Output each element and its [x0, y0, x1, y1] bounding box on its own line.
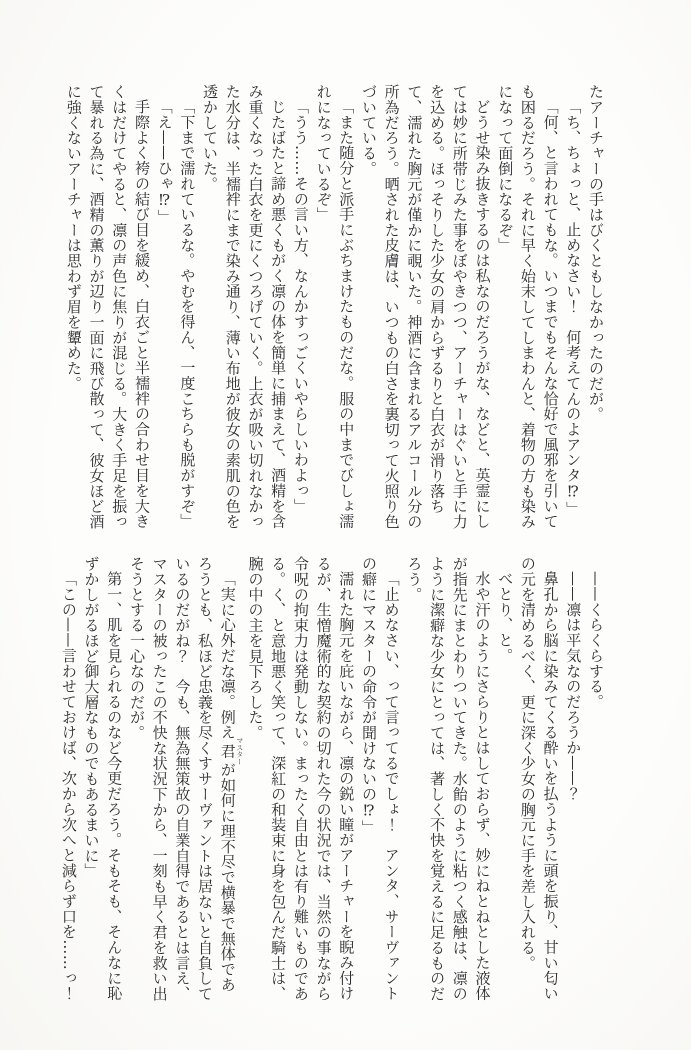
paragraph: 「うう……その言い方、なんかすっごくいやらしいわよっ」: [291, 99, 310, 514]
text-block-top: [62, 84, 607, 531]
paragraph: べとり、と。: [496, 571, 515, 664]
paragraph: 鼻孔から脳に染みてくる酔いを払うように頭を振り、甘い匂いの元を清めるべく、更に深く少女の胸元に手を差し入れる。: [518, 556, 560, 1002]
text-block-bottom: [57, 556, 607, 1003]
paragraph: どうせ染み抜きするのは私なのだろうがな、などと、英霊にしては妙に所帯じみた事をぼやきつつ、アーチャーはぐいと手に力を込める。ほっそりした少女の肩からずるりと白衣が滑り落ちて、濡れた胸元が僅かに覗いた。神酒に含まれるアルコール分の所為だろう。晒された皮膚は、いつもの白さを裏切って火照り色づいている。: [359, 84, 492, 530]
paragraph: 第一、肌を見られるのなど今更だろう。そもそも、そんなに恥ずかしがるほど御大層なものでもあるまいに」: [82, 556, 124, 1002]
paragraph: 「また随分と派手にぶちまけたものだな。服の中までびしょ濡れになっているぞ」: [314, 84, 356, 530]
paragraph: 「下まで濡れているな。やむを得ん、一度こちらも脱がすぞ」: [178, 99, 197, 530]
paragraph: 「この——言わせておけば、次から次へと減らず口を……っ！: [59, 571, 78, 1002]
ruby-furigana: 君 マスター: [218, 737, 244, 766]
paragraph: たアーチャーの手はびくともしなかったのだが。: [587, 84, 605, 422]
paragraph: 水や汗のようにさらりとはしておらず、妙にねとねとした液体が指先にまとわりついてきた。水飴のように粘つく感触は、凛のように潔癖な少女にとっては、著しく不快を覚えるに足るものだろう。: [405, 556, 492, 1002]
paragraph: ——凛は平気なのだろうか——？: [564, 571, 583, 802]
paragraph: 手際よく袴の結び目を緩め、白衣ごと半襦袢の合わせ目を大きくはだけてやると、凛の声色に焦りが混じる。大きく手足を振って暴れる為に、酒精の薫りが辺り一面に飛び散って、彼女ほど酒に強くないアーチャーは思わず眉を顰めた。: [64, 84, 151, 530]
paragraph: 「え——ひゃ⁉」: [155, 99, 174, 226]
paragraph: 濡れた胸元を庇いながら、凛の鋭い瞳がアーチャーを睨み付けるが、生憎魔術的な契約の切れた今の状況では、当然の事ながら令呪の拘束力は発動しない。まったく自由とは有り難いものである。く、と意地悪く笑って、深紅の和装束に身を包んだ騎士は、腕の中の主を見下ろした。: [246, 556, 356, 1002]
paragraph: 「何、と言われてもな。いつまでもそんな恰好で風邪を引いても困るだろう。それに早く始末してしまわんと、着物の方も染みになって面倒になるぞ」: [496, 84, 560, 530]
paragraph: 「ち、ちょっと、止めなさい！ 何考えてんのよアンタ⁉」: [564, 99, 583, 517]
paragraph: 「実に心外だな凛。例え君 マスターが如何に理不尽で横暴で無体であろうとも、私ほど忠義を尽くすサーヴァントは居ないと自負しているのだがね？ 今も、無為無策故の自業自得であるとは言え、マスターの被ったこの不快な状況下から、一刻も早く君を救い出そうとする一心なのだが。: [127, 556, 244, 1002]
paragraph: ——くらくらする。: [587, 571, 605, 710]
paragraph: じたばたと諦め悪くもがく凛の体を簡単に捕まえて、酒精を含み重くなった白衣を更にくつろげていく。上衣が吸い切れなかった水分は、半襦袢にまで染み通り、薄い布地が彼女の素肌の色を透かしていた。: [201, 84, 288, 530]
paragraph: 「止めなさい、って言ってるでしょ！ アンタ、サーヴァントの癖にマスターの命令が聞けないの⁉」: [359, 556, 401, 1002]
